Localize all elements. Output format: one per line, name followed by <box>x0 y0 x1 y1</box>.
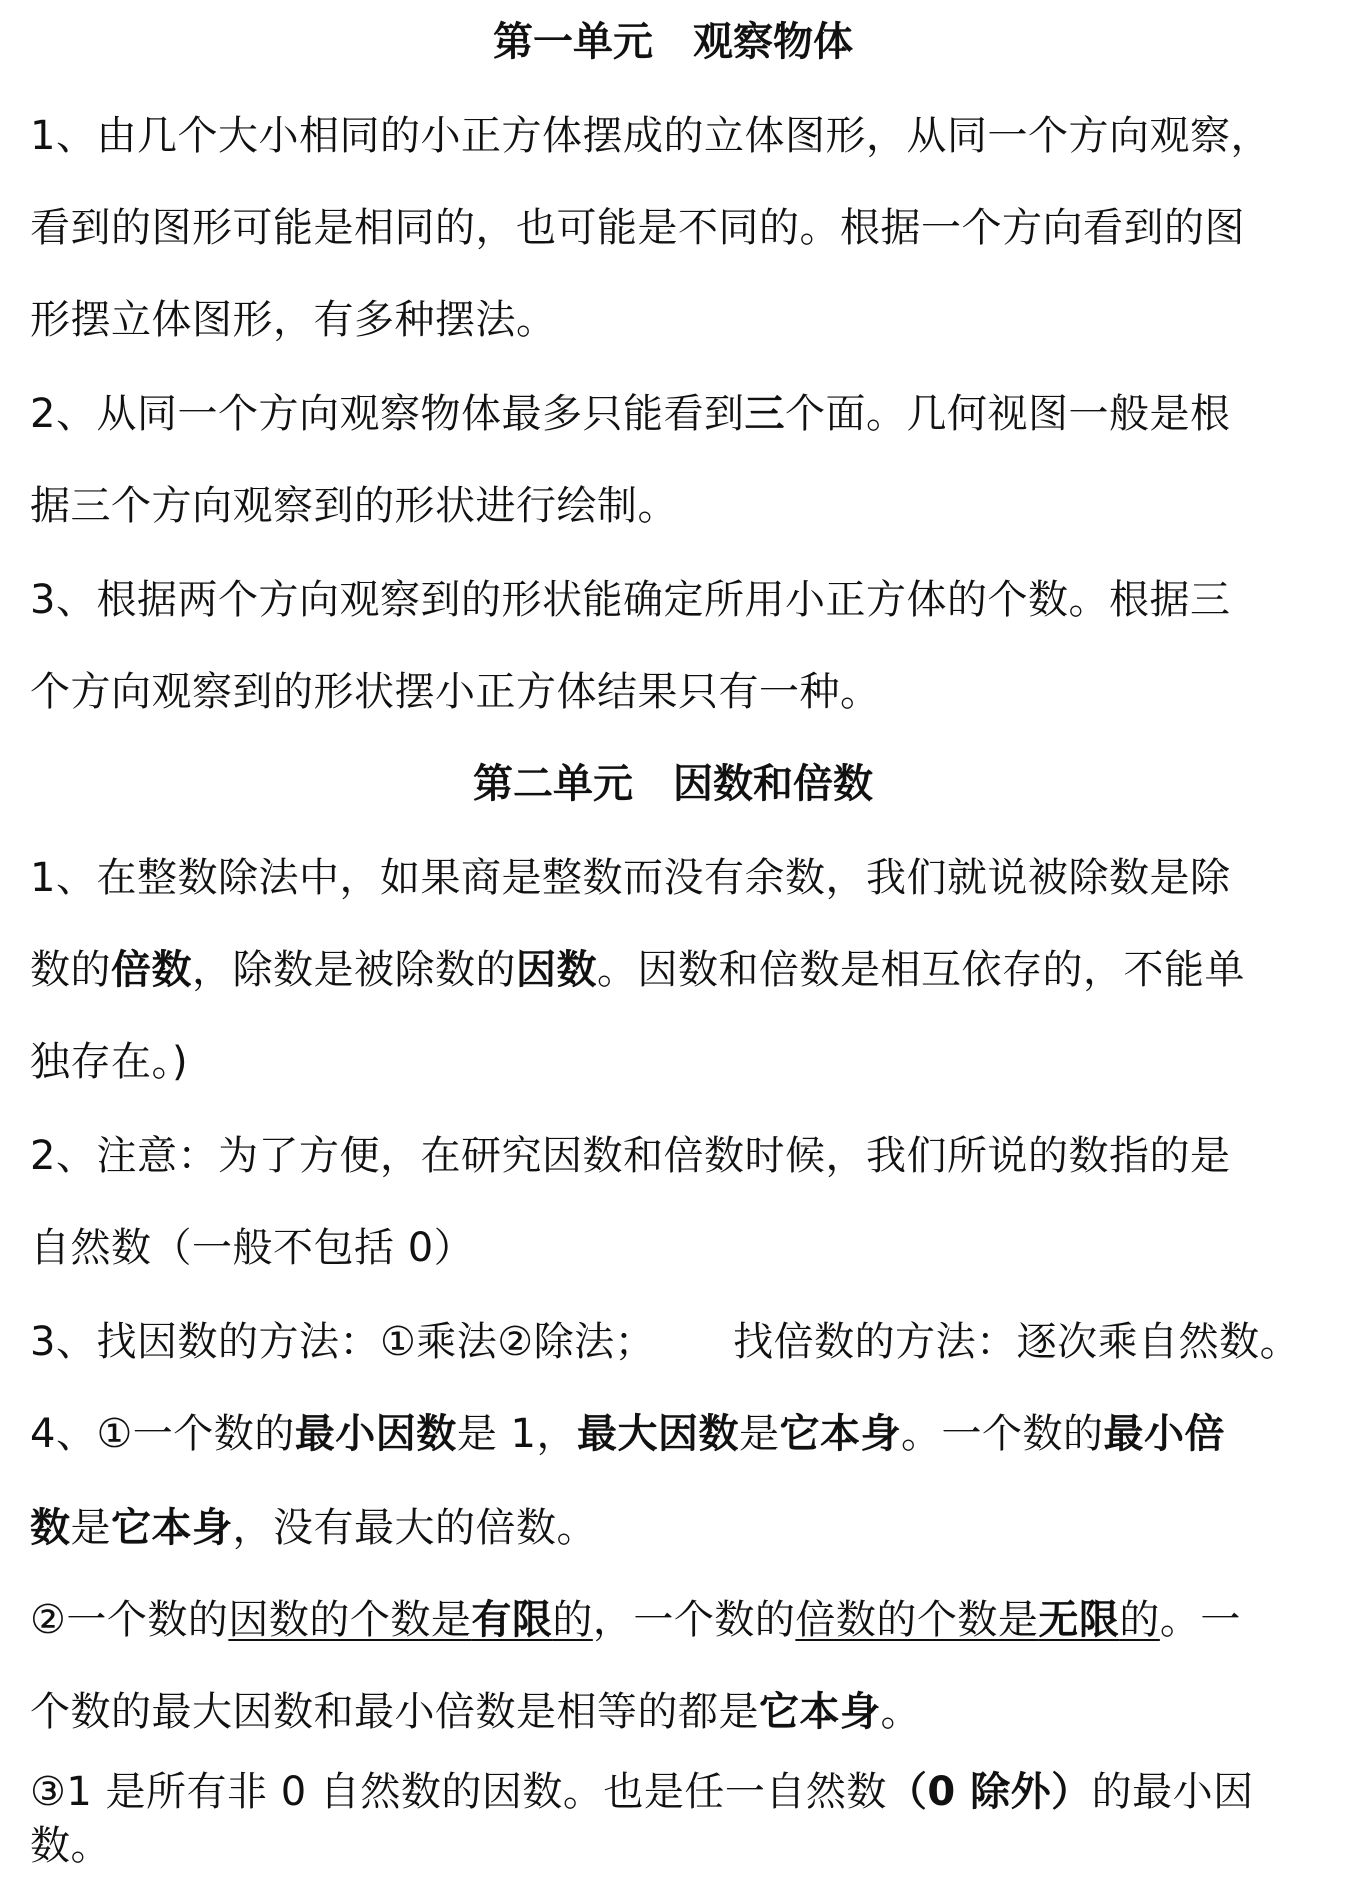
text-span: 3、找因数的方法：①乘法②除法； <box>30 1319 656 1365</box>
unit2-p3-line1 <box>30 1314 1330 1370</box>
text-span: 2、从同一个方向观察物体最多只能看到 <box>30 391 745 437</box>
text-span: 倍数的个数是 <box>795 1597 1039 1643</box>
text-span: 是 1， <box>456 1411 577 1457</box>
text-span: 个面。几何视图一般是根 <box>784 391 1231 437</box>
bold-text: 它本身 <box>759 1689 881 1735</box>
unit2-p4-line1 <box>30 1406 1330 1462</box>
bold-text: 它本身 <box>111 1505 233 1551</box>
text-span: 的最小因 <box>1091 1769 1254 1815</box>
text-span: ，没有最大的倍数。 <box>232 1505 597 1551</box>
unit2-p1-line3: 独存在。) <box>30 1039 189 1085</box>
bold-text: 最小因数 <box>294 1411 457 1457</box>
unit2-p5-line1 <box>30 1592 1330 1648</box>
unit1-p3-line1: 3、根据两个方向观察到的形状能确定所用小正方体的个数。根据三 <box>30 577 1231 623</box>
unit2-p2-line2: 自然数（一般不包括 0） <box>30 1225 475 1271</box>
text-span: 4、①一个数的 <box>30 1411 295 1457</box>
bold-text: 最小倍 <box>1103 1411 1225 1457</box>
text-span: ②一个数的 <box>30 1597 229 1643</box>
unit2-p6-line2: 数。 <box>30 1823 111 1869</box>
text-span: 的 <box>1119 1597 1160 1643</box>
text-span: 是 <box>70 1505 111 1551</box>
text-span: 是 <box>738 1411 780 1457</box>
bold-text: 因数 <box>516 947 597 993</box>
unit2-p6-line1 <box>30 1764 1330 1820</box>
unit2-p5-line2 <box>30 1684 1330 1740</box>
text-span: ，除数是被除数的 <box>192 947 516 993</box>
unit1-p2-line2: 据三个方向观察到的形状进行绘制。 <box>30 483 678 529</box>
bold-text: 倍数 <box>111 947 192 993</box>
bold-text: 无限 <box>1038 1597 1120 1643</box>
underlined-text <box>228 1597 593 1643</box>
bold-text: 有限 <box>471 1597 553 1643</box>
text-span: 数的 <box>30 947 111 993</box>
unit1-p1-line1: 1、由几个大小相同的小正方体摆成的立体图形，从同一个方向观察， <box>30 113 1271 159</box>
unit2-title: 第二单元 因数和倍数 <box>473 761 873 807</box>
bold-text: 它本身 <box>779 1411 901 1457</box>
bold-text: （0 除外） <box>886 1769 1092 1815</box>
unit2-p2-line1: 2、注意：为了方便，在研究因数和倍数时候，我们所说的数指的是 <box>30 1133 1231 1179</box>
unit2-p1-line1: 1、在整数除法中，如果商是整数而没有余数，我们就说被除数是除 <box>30 855 1231 901</box>
unit1-title: 第一单元 观察物体 <box>493 19 853 65</box>
underlined-text <box>795 1597 1160 1643</box>
text-span: 因数的个数是 <box>228 1597 472 1643</box>
text-span: ，一个数的 <box>592 1597 796 1643</box>
unit1-p2-line1 <box>30 386 1330 442</box>
text-span: 的 <box>552 1597 593 1643</box>
text-span: 。一个数的 <box>900 1411 1104 1457</box>
unit1-p1-line3: 形摆立体图形，有多种摆法。 <box>30 297 557 343</box>
unit1-p3-line2: 个方向观察到的形状摆小正方体结果只有一种。 <box>30 669 881 715</box>
text-span: 个数的最大因数和最小倍数是相等的都是 <box>30 1689 759 1735</box>
text-span: ③1 是所有非 0 自然数的因数。也是任一自然数 <box>30 1769 887 1815</box>
unit1-p1-line2: 看到的图形可能是相同的，也可能是不同的。根据一个方向看到的图 <box>30 205 1245 251</box>
bold-text: 最大因数 <box>576 1411 739 1457</box>
bold-text: 三 <box>744 391 785 437</box>
bold-text: 数 <box>30 1505 71 1551</box>
unit2-p4-line2 <box>30 1500 1330 1556</box>
unit2-p1-line2 <box>30 942 1330 998</box>
text-span: 。一 <box>1159 1597 1241 1643</box>
text-span: 找倍数的方法：逐次乘自然数。 <box>733 1319 1301 1365</box>
text-span: 。 <box>880 1689 921 1735</box>
text-span: 。因数和倍数是相互依存的，不能单 <box>597 947 1245 993</box>
